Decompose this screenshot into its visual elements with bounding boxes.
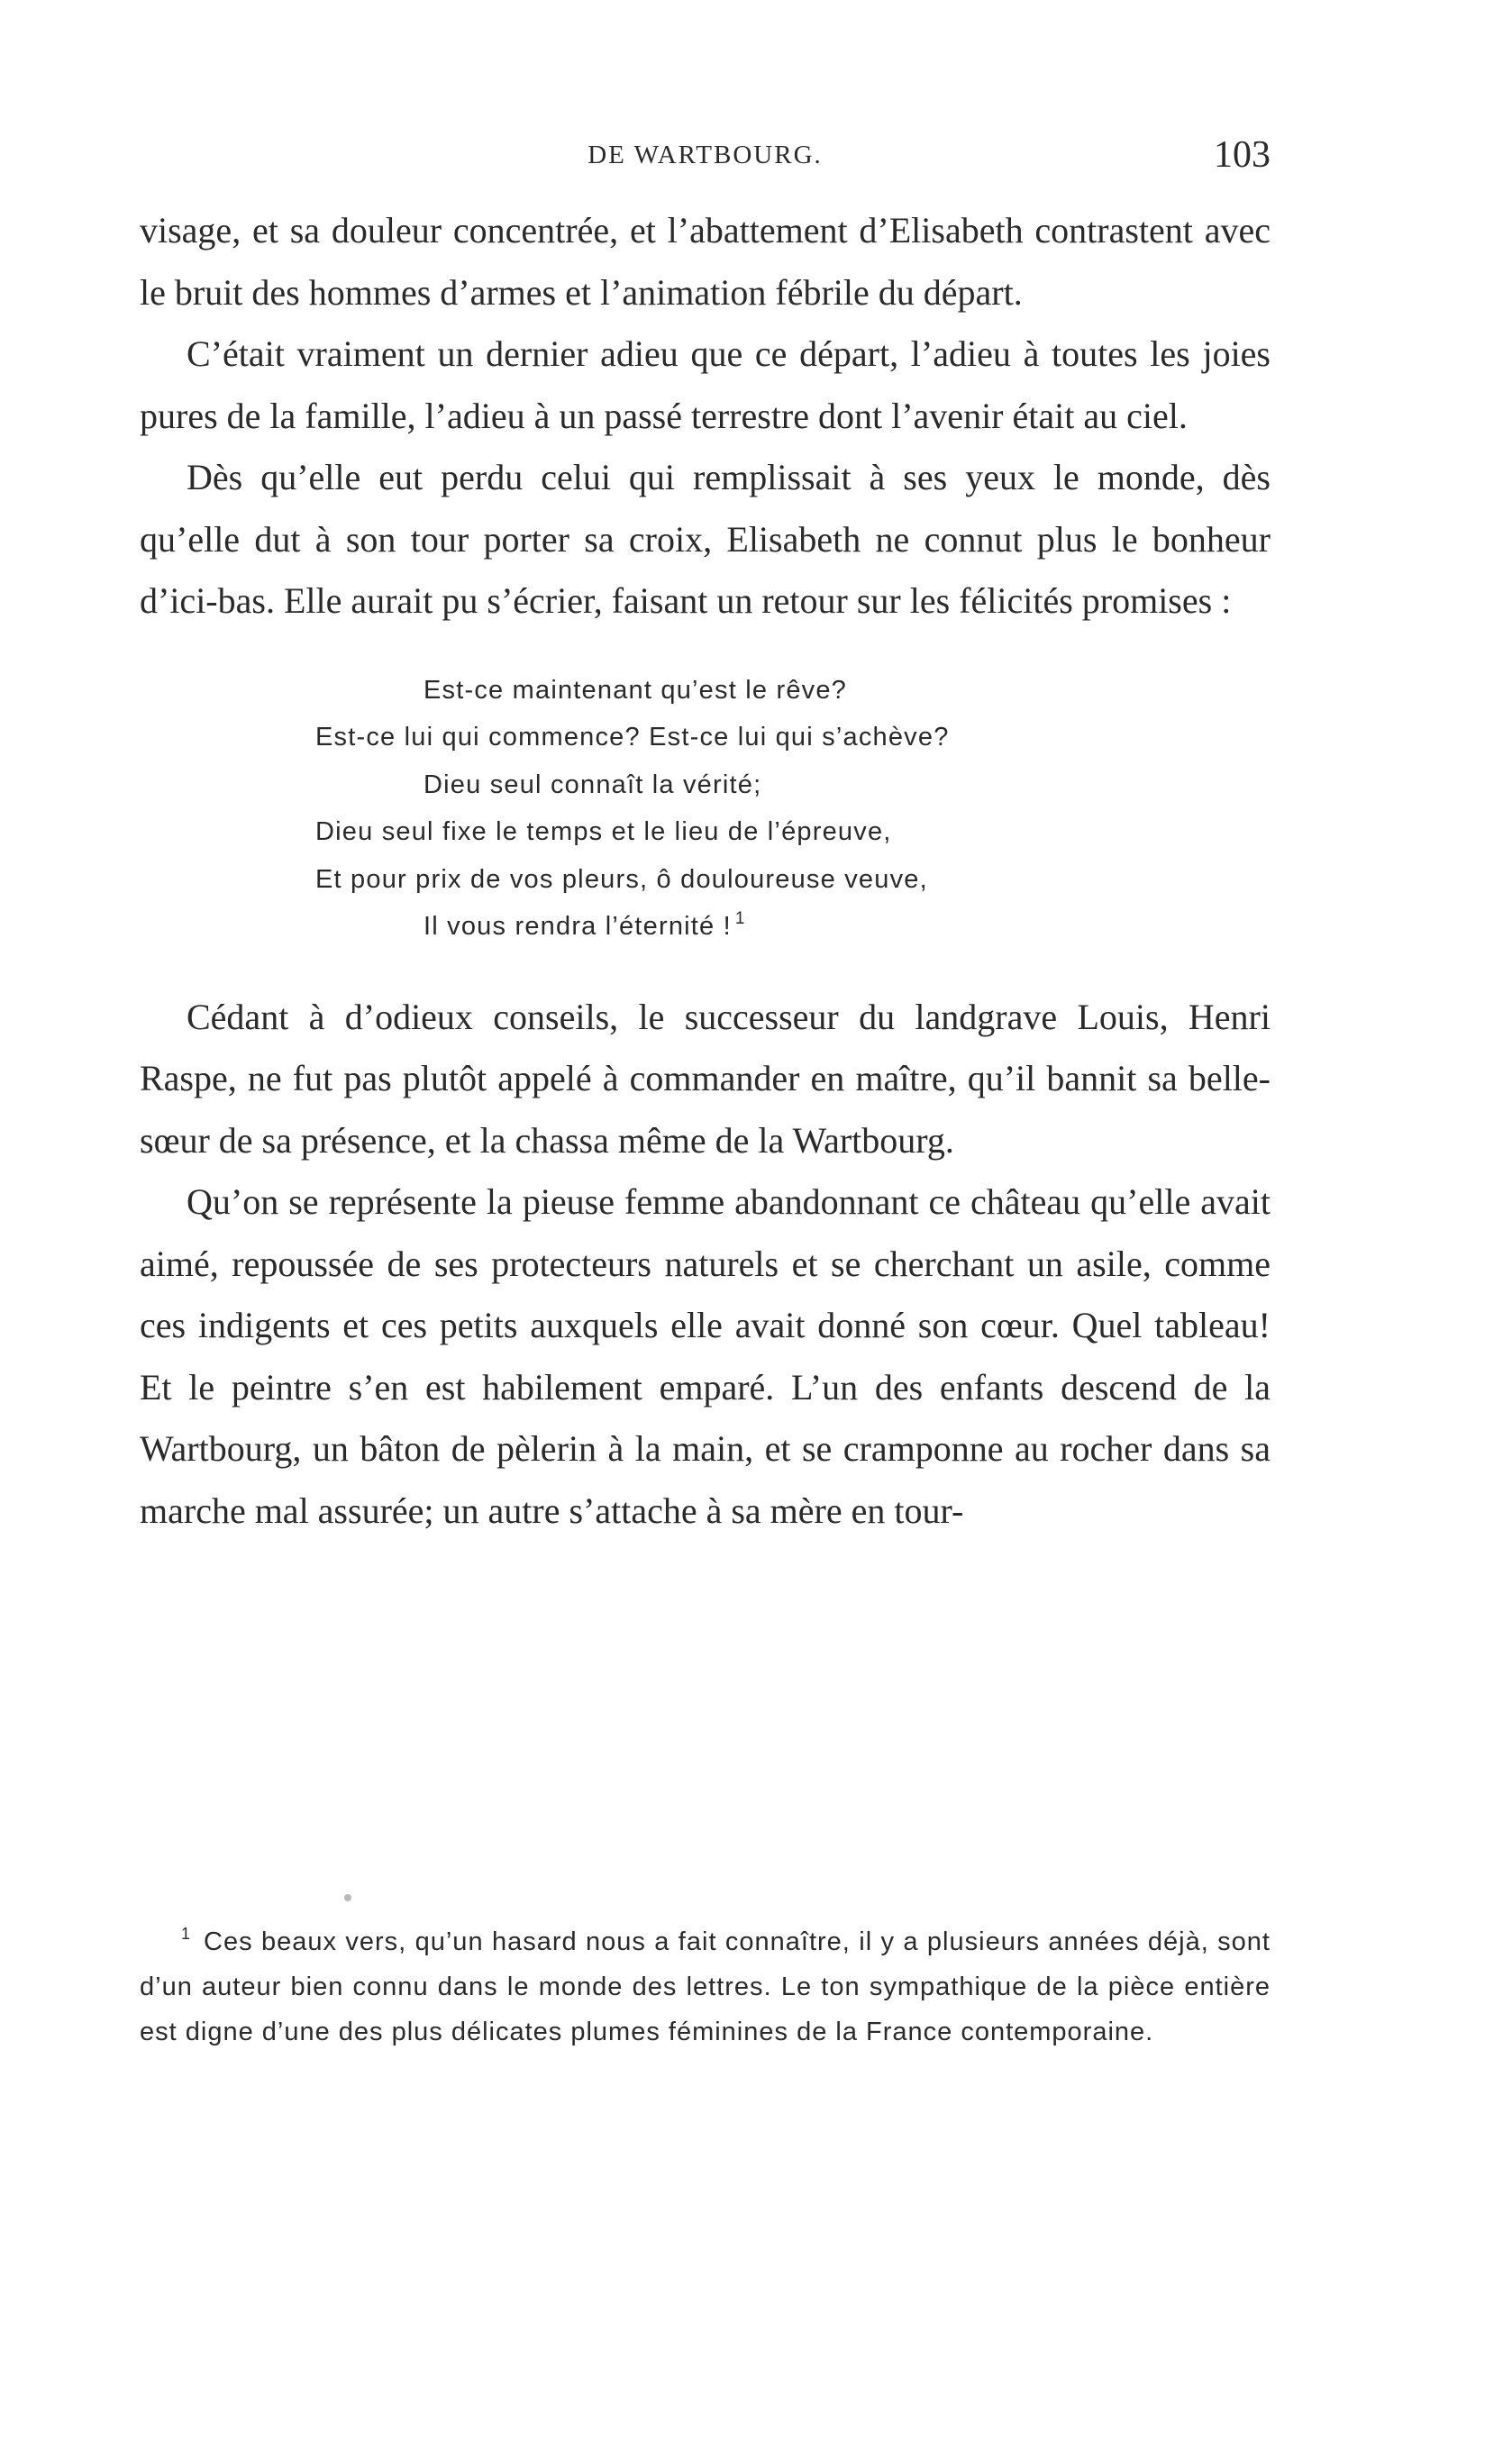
poem-line: Est-ce lui qui commence? Est-ce lui qui s’achève? [315,723,950,752]
poem-line-last [315,903,1271,951]
footnote-separator-mark [344,1894,351,1901]
poem-quotation [315,667,1271,951]
poem-line: Dieu seul connaît la vérité; [424,770,762,799]
running-title: DE WARTBOURG. [587,141,823,169]
paragraph: Dès qu’elle eut perdu celui qui remplissait à ses yeux le monde, dès qu’elle dut à son tour porter sa croix, Elisabeth ne connut plus le bonheur d’ici-bas. Elle aurait pu s’écrier, faisant un retour sur les félicités promises : [140,457,1271,621]
footnote [140,1919,1271,2055]
paragraph-continued: visage, et sa douleur concentrée, et l’abattement d’Elisabeth contrastent avec le bruit des hommes d’armes et l’animation fébrile du départ. [140,210,1271,313]
running-head [140,133,1271,178]
paragraph: Qu’on se représente la pieuse femme abandonnant ce château qu’elle avait aimé, repoussée de ses protecteurs naturels et se cherchant un asile, comme ces indigents et ces petits auxquels elle avait donné son cœur. Quel tableau! Et le peintre s’en est habilement emparé. L’un des enfants descend de la Wartbourg, un bâton de pèlerin à la main, et se cramponne au rocher dans sa marche mal assurée; un autre s’attache à sa mère en tour- [140,1181,1271,1531]
poem-line: Et pour prix de vos pleurs, ô douloureuse veuve, [315,864,928,894]
page-number: 103 [1214,134,1271,176]
poem-line: Est-ce maintenant qu’est le rêve? [424,675,847,705]
main-text [140,200,1271,1542]
poem-line: Dieu seul fixe le temps et le lieu de l’épreuve, [315,817,892,846]
footnote-text: Ces beaux vers, qu’un hasard nous a fait connaître, il y a plusieurs années déjà, sont d’un auteur bien connu dans le monde des lettres. Le ton sympathique de la pièce entière est digne d’une des plus délicates plumes féminines de la France contemporaine. [140,1927,1271,2046]
footnote-reference[interactable]: 1 [734,909,746,928]
footnote-mark: 1 [181,1925,192,1943]
poem-line-text: Il vous rendra l’éternité ! [424,912,732,941]
paragraph: Cédant à d’odieux conseils, le successeur du landgrave Louis, Henri Raspe, ne fut pas plutôt appelé à commander en maître, qu’il bannit sa belle-sœur de sa présence, et la chassa même de la Wartbourg. [140,996,1271,1161]
footnote-paragraph [140,1919,1271,2055]
paragraph: C’était vraiment un dernier adieu que ce départ, l’adieu à toutes les joies pures de la famille, l’adieu à un passé terrestre dont l’avenir était au ciel. [140,333,1271,436]
